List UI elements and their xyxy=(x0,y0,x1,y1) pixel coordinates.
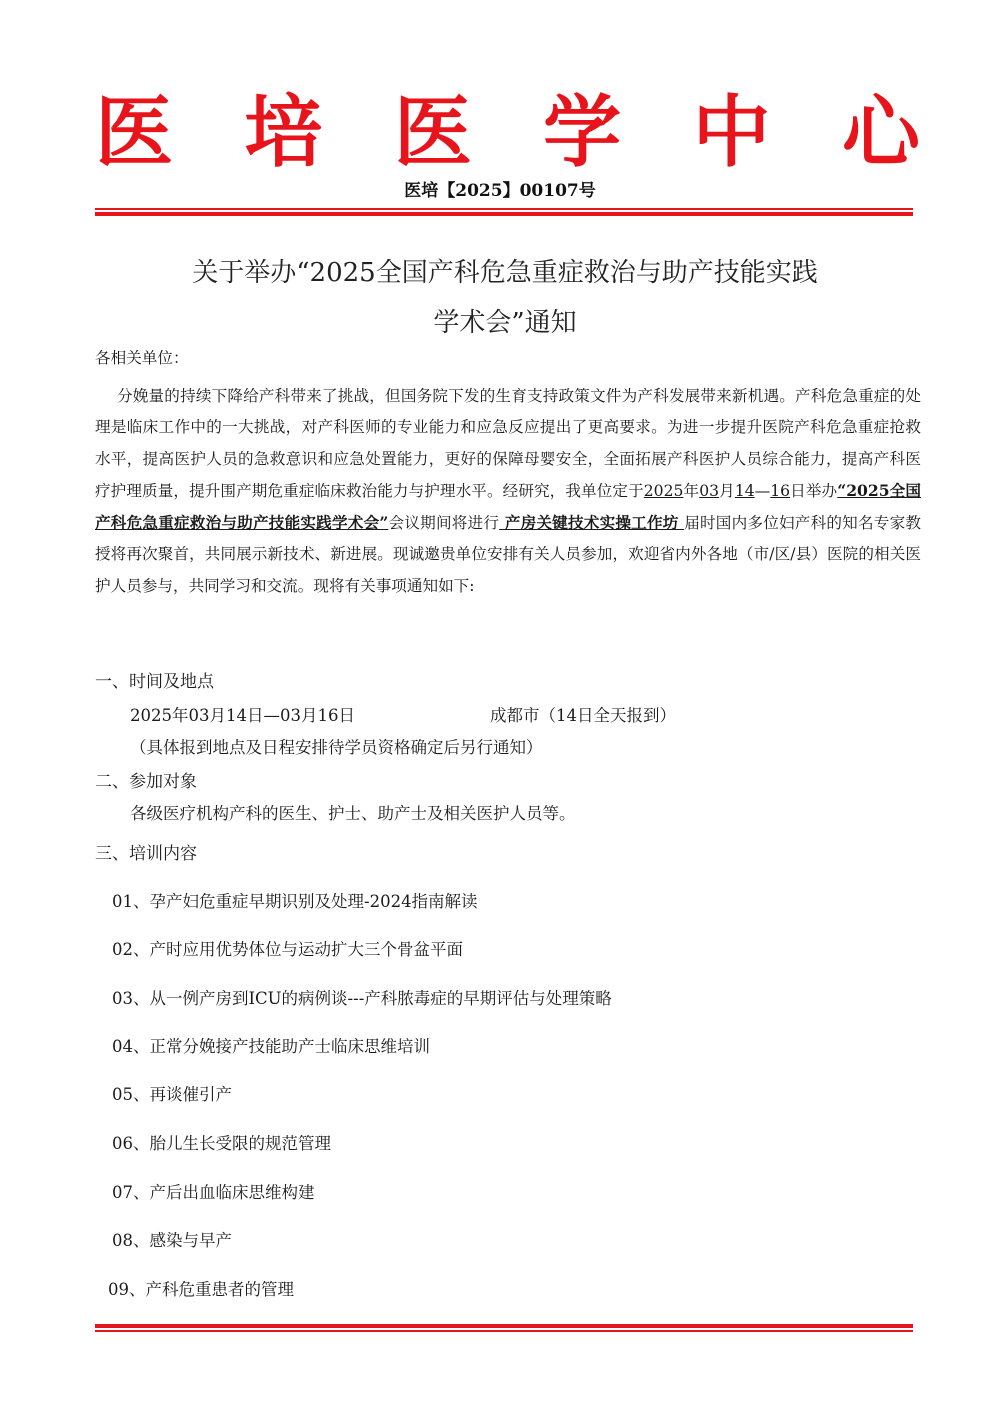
intro-day-start: 14 xyxy=(734,481,755,500)
training-topic: 01、孕产妇危重症早期识别及处理-2024指南解读 xyxy=(112,892,478,911)
intro-year: 2025 xyxy=(643,481,684,500)
salutation: 各相关单位： xyxy=(95,349,189,367)
org-char: 学 xyxy=(543,87,622,178)
intro-dash: — xyxy=(754,481,771,500)
training-topic: 05、再谈催引产 xyxy=(112,1085,232,1104)
section-heading-time-place: 一、时间及地点 xyxy=(95,672,214,692)
intro-hold: 日举办 xyxy=(790,481,838,500)
training-topic: 07、产后出血临床思维构建 xyxy=(112,1183,315,1202)
section-heading-content: 三、培训内容 xyxy=(95,844,197,864)
intro-during: 会议期间将进行 xyxy=(388,514,500,533)
document-number: 医培【2025】00107号 xyxy=(404,181,596,201)
event-name: “2025全国产科危急重症救治与助产技能实践学术会” xyxy=(95,480,921,533)
org-char: 心 xyxy=(841,87,920,178)
schedule-note: （具体报到地点及日程安排待学员资格确定后另行通知） xyxy=(130,738,543,757)
intro-after: 届时国内多位妇产科的知名专家教授将再次聚首，共同展示新技术、新进展。现诚邀贵单位安排有关人员参加，欢迎省内外各地（市/区/县）医院的相关医护人员参与，共同学习和交流。现将有关事项通知如下: xyxy=(95,514,921,595)
event-dates: 2025年03月14日—03月16日 xyxy=(130,706,355,725)
org-char: 医 xyxy=(393,87,472,178)
section-heading-audience: 二、参加对象 xyxy=(95,772,197,792)
organization-header xyxy=(95,88,920,178)
training-topic: 02、产时应用优势体位与运动扩大三个骨盆平面 xyxy=(112,940,463,959)
intro-paragraph xyxy=(95,381,921,602)
header-divider-thin xyxy=(95,208,913,210)
training-topic: 04、正常分娩接产技能助产士临床思维培训 xyxy=(112,1037,430,1056)
notice-title-line1: 关于举办“2025全国产科危急重症救治与助产技能实践 xyxy=(192,258,818,288)
intro-month: 03 xyxy=(699,481,720,500)
org-char: 培 xyxy=(244,87,323,178)
header-divider-thick xyxy=(95,212,913,216)
intro-month-unit: 月 xyxy=(719,481,735,500)
training-topic: 09、产科危重患者的管理 xyxy=(108,1280,294,1299)
org-char: 中 xyxy=(692,87,771,178)
training-topic: 03、从一例产房到ICU的病例谈---产科脓毒症的早期评估与处理策略 xyxy=(112,989,612,1008)
org-char: 医 xyxy=(95,87,174,178)
notice-title-line2: 学术会”通知 xyxy=(433,308,577,338)
workshop-name: 产房关键技术实操工作坊 xyxy=(499,513,685,533)
intro-text: 分娩量的持续下降给产科带来了挑战，但国务院下发的生育支持政策文件为产科发展带来新机遇。产科危急重症的处理是临床工作中的一大挑战，对产科医师的专业能力和应急反应提出了更高要求。为进一步提升医院产科危急重症抢救水平，提高医护人员的急救意识和应急处置能力，更好的保障母婴安全，全面拓展产科医护人员综合能力，提高产科医疗护理质量，提升围产期危重症临床救治能力与护理水平。经研究，我单位定于 xyxy=(95,387,921,500)
event-place: 成都市（14日全天报到） xyxy=(490,706,676,725)
footer-divider-thick xyxy=(95,1324,913,1328)
intro-day-end: 16 xyxy=(770,481,791,500)
training-topic: 06、胎儿生长受限的规范管理 xyxy=(112,1134,331,1153)
intro-year-unit: 年 xyxy=(683,481,700,500)
training-topic: 08、感染与早产 xyxy=(112,1231,232,1250)
footer-divider-thin xyxy=(95,1330,913,1332)
audience-text: 各级医疗机构产科的医生、护士、助产士及相关医护人员等。 xyxy=(130,804,576,823)
